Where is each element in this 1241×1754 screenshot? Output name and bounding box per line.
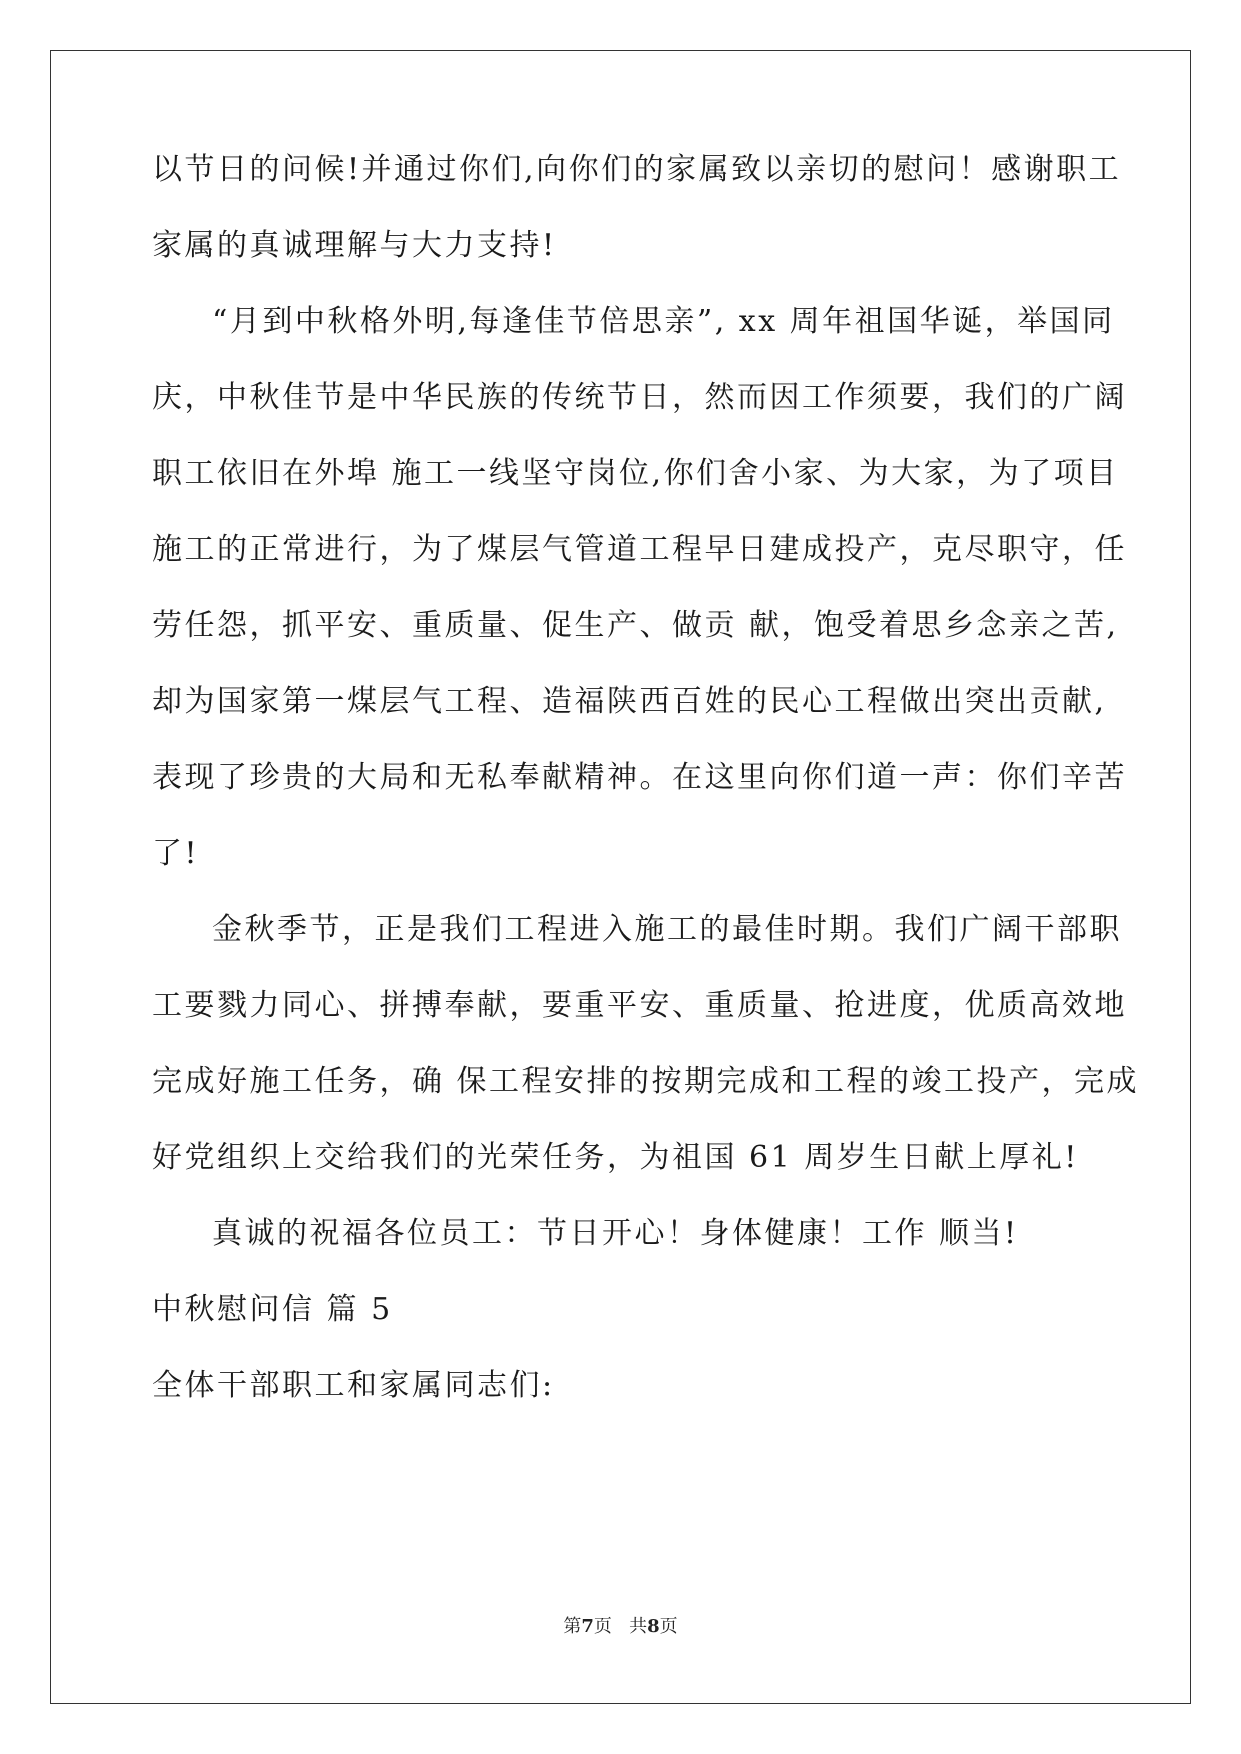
total-pages: 8 — [647, 1616, 660, 1637]
page-label-prefix: 第 — [563, 1616, 582, 1637]
total-label-suffix: 页 — [659, 1616, 678, 1637]
page-label-suffix: 页 — [593, 1616, 612, 1637]
text-line: 却为国家第一煤层气工程、造福陕西百姓的民心工程做出突出贡献, — [152, 684, 1107, 719]
page-border — [50, 50, 1191, 1704]
text-line: 了! — [152, 836, 200, 871]
text-line: 家属的真诚理解与大力支持! — [152, 228, 557, 263]
section-title: 中秋慰问信 篇 5 — [152, 1292, 393, 1327]
salutation: 全体干部职工和家属同志们: — [152, 1368, 555, 1403]
page-footer — [0, 1612, 1241, 1638]
total-label-prefix: 共 — [629, 1616, 648, 1637]
text-line: 施工的正常进行，为了煤层气管道工程早日建成投产，克尽职守，任 — [152, 532, 1127, 567]
text-line: 好党组织上交给我们的光荣任务，为祖国 61 周岁生日献上厚礼! — [152, 1140, 1079, 1175]
text-line: 工要戮力同心、拼搏奉献，要重平安、重质量、抢进度，优质高效地 — [152, 988, 1127, 1023]
text-line: 完成好施工任务，确 保工程安排的按期完成和工程的竣工投产，完成 — [152, 1064, 1140, 1099]
text-line: 真诚的祝福各位员工：节日开心！身体健康！工作 顺当! — [212, 1216, 1019, 1251]
text-line: 职工依旧在外埠 施工一线坚守岗位,你们舍小家、为大家，为了项目 — [152, 456, 1119, 491]
text-line: 金秋季节，正是我们工程进入施工的最佳时期。我们广阔干部职 — [212, 912, 1122, 947]
text-line: 以节日的问候!并通过你们,向你们的家属致以亲切的慰问！感谢职工 — [152, 152, 1122, 187]
page-number: 7 — [581, 1616, 594, 1637]
text-line: 劳任怨，抓平安、重质量、促生产、做贡 献，饱受着思乡念亲之苦, — [152, 608, 1119, 643]
text-line: 表现了珍贵的大局和无私奉献精神。在这里向你们道一声：你们辛苦 — [152, 760, 1127, 795]
text-line: “月到中秋格外明,每逢佳节倍思亲”, xx 周年祖国华诞，举国同 — [212, 304, 1115, 339]
text-line: 庆，中秋佳节是中华民族的传统节日，然而因工作须要，我们的广阔 — [152, 380, 1127, 415]
